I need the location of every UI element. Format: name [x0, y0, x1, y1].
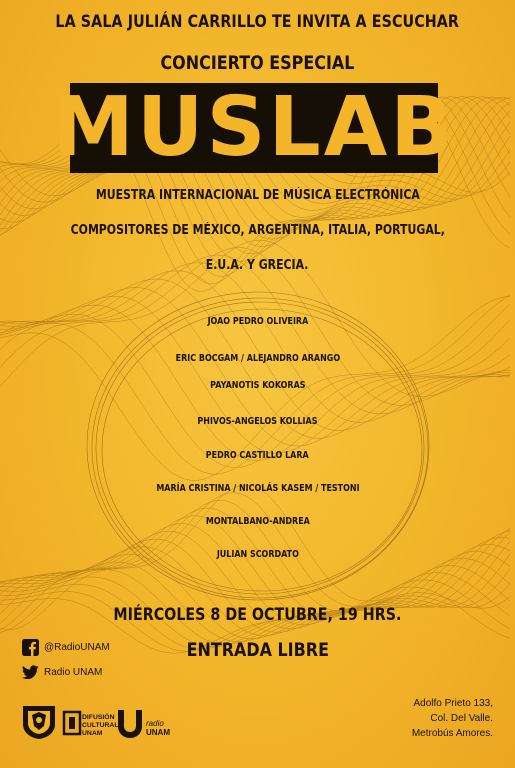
free-entry-label: ENTRADA LIBRE — [186, 639, 329, 661]
difusion-unam-word: UNAM — [82, 730, 103, 737]
venue-address — [412, 696, 493, 741]
twitter-handle: Radio UNAM — [44, 666, 103, 678]
composer-name: JOAO PEDRO OLIVEIRA — [207, 316, 308, 327]
concert-subtitle: CONCIERTO ESPECIAL — [160, 52, 355, 74]
composer-name: MONTALBANO-ANDREA — [205, 516, 310, 527]
address-line-1: Adolfo Prieto 133, — [413, 698, 493, 709]
facebook-icon — [22, 639, 39, 656]
description-line-2: COMPOSITORES DE MÉXICO, ARGENTINA, ITALIA, PORTUGAL, — [70, 223, 445, 238]
composer-name: MARÍA CRISTINA / NICOLÁS KASEM / TESTONI — [155, 483, 360, 494]
muslab-logo-text: MUSLAB — [52, 80, 456, 175]
muslab-logo — [52, 80, 456, 175]
radio-unam-word: UNAM — [146, 728, 170, 737]
twitter-bird-icon — [22, 664, 39, 681]
twitter-link[interactable] — [22, 662, 102, 682]
radio-unam-logo — [116, 704, 174, 740]
difusion-cultural-unam-logo — [63, 704, 119, 740]
unam-seal-icon — [20, 704, 58, 740]
composer-name: ERIC BOCGAM / ALEJANDRO ARANGO — [175, 353, 340, 364]
description-line-3: E.U.A. Y GRECIA. — [206, 258, 309, 273]
difusion-word: DIFUSIÓN — [82, 714, 115, 721]
address-line-2: Col. Del Valle. — [430, 713, 493, 724]
composer-name: PHIVOS-ANGELOS KOLLIAS — [197, 416, 318, 427]
invite-headline: LA SALA JULIÁN CARRILLO TE INVITA A ESCUCHAR — [55, 12, 460, 32]
event-date: MIÉRCOLES 8 DE OCTUBRE, 19 HRS. — [113, 605, 402, 625]
composer-name: PEDRO CASTILLO LARA — [206, 450, 309, 461]
facebook-handle: @RadioUNAM — [44, 641, 110, 653]
cultural-word: CULTURAL — [82, 722, 119, 729]
description-line-1: MUESTRA INTERNACIONAL DE MÚSICA ELECTRÓNICA — [95, 188, 420, 203]
composer-name: JULIAN SCORDATO — [216, 549, 299, 560]
address-line-3: Metrobús Amores. — [411, 728, 493, 739]
composer-name: PAYANOTIS KOKORAS — [209, 380, 306, 391]
facebook-link[interactable] — [22, 637, 110, 657]
radio-word: radio — [146, 719, 164, 728]
